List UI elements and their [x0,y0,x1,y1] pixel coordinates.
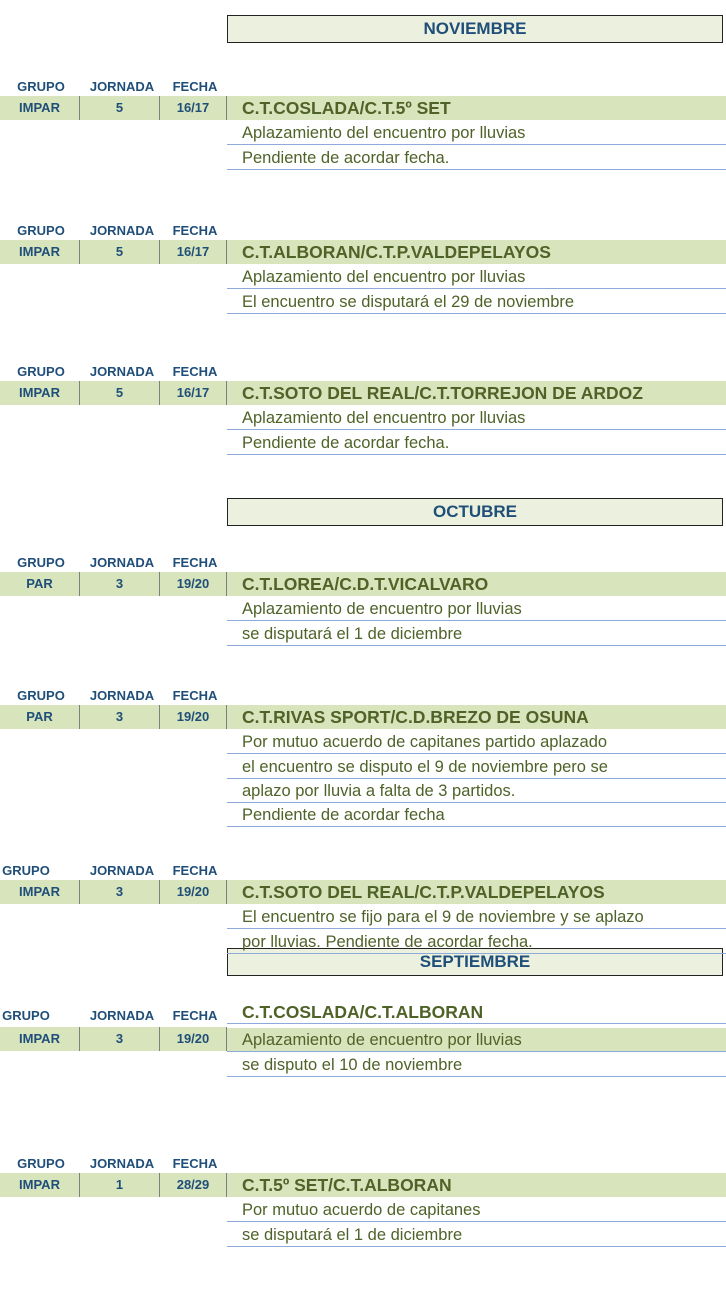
fecha-cell: 28/29 [160,1173,227,1197]
jornada-cell: 3 [80,705,160,729]
fecha-cell: 19/20 [160,880,227,904]
month-header: OCTUBRE [227,498,723,526]
note-line: se disputará el 1 de diciembre [227,1223,726,1247]
col-header-jornada: JORNADA [89,79,155,94]
col-header-grupo: GRUPO [17,79,65,94]
match-title: C.T.ALBORAN/C.T.P.VALDEPELAYOS [227,240,726,264]
jornada-cell: 3 [80,572,160,596]
note-line: Pendiente de acordar fecha. [227,146,726,170]
grupo-cell: PAR [0,705,80,729]
grupo-cell: IMPAR [0,96,80,120]
grupo-cell: IMPAR [0,1173,80,1197]
match-title: C.T.COSLADA/C.T.ALBORAN [227,1000,726,1024]
note-line: el encuentro se disputo el 9 de noviembre pero se [227,755,726,779]
col-header-jornada: JORNADA [89,1008,155,1023]
grupo-cell: PAR [0,572,80,596]
col-header-jornada: JORNADA [89,364,155,379]
note-line: Aplazamiento del encuentro por lluvias [227,265,726,289]
note-line: Pendiente de acordar fecha [227,803,726,827]
fecha-cell: 19/20 [160,705,227,729]
match-title: C.T.LOREA/C.D.T.VICALVARO [227,572,726,596]
col-header-fecha: FECHA [172,555,218,570]
col-header-grupo: GRUPO [17,223,65,238]
col-header-jornada: JORNADA [89,555,155,570]
note-line: Pendiente de acordar fecha. [227,431,726,455]
col-header-grupo: GRUPO [17,688,65,703]
jornada-cell: 5 [80,381,160,405]
col-header-fecha: FECHA [172,1156,218,1171]
fecha-cell: 16/17 [160,96,227,120]
note-line: Aplazamiento de encuentro por lluvias [227,597,726,621]
col-header-grupo: GRUPO [2,863,50,878]
col-header-grupo: GRUPO [2,1008,50,1023]
fecha-cell: 16/17 [160,240,227,264]
fecha-cell: 19/20 [160,572,227,596]
col-header-grupo: GRUPO [17,364,65,379]
month-header: SEPTIEMBRE [227,948,723,976]
jornada-cell: 3 [80,1027,160,1051]
col-header-jornada: JORNADA [89,223,155,238]
col-header-fecha: FECHA [172,79,218,94]
col-header-fecha: FECHA [172,223,218,238]
grupo-cell: IMPAR [0,1027,80,1051]
note-line: Por mutuo acuerdo de capitanes [227,1198,726,1222]
month-header: NOVIEMBRE [227,15,723,43]
grupo-cell: IMPAR [0,240,80,264]
note-line: por lluvias. Pendiente de acordar fecha. [227,930,726,954]
col-header-jornada: JORNADA [89,1156,155,1171]
col-header-grupo: GRUPO [17,555,65,570]
jornada-cell: 3 [80,880,160,904]
grupo-cell: IMPAR [0,381,80,405]
col-header-fecha: FECHA [172,863,218,878]
col-header-fecha: FECHA [172,364,218,379]
col-header-jornada: JORNADA [89,863,155,878]
match-title: C.T.SOTO DEL REAL/C.T.TORREJON DE ARDOZ [227,381,726,405]
col-header-jornada: JORNADA [89,688,155,703]
note-line: Aplazamiento del encuentro por lluvias [227,406,726,430]
match-title: C.T.RIVAS SPORT/C.D.BREZO DE OSUNA [227,705,726,729]
note-line: El encuentro se fijo para el 9 de noviembre y se aplazo [227,905,726,929]
col-header-grupo: GRUPO [17,1156,65,1171]
match-title: C.T.SOTO DEL REAL/C.T.P.VALDEPELAYOS [227,880,726,904]
fecha-cell: 19/20 [160,1027,227,1051]
note-line: aplazo por lluvia a falta de 3 partidos. [227,779,726,803]
match-title: C.T.5º SET/C.T.ALBORAN [227,1173,726,1197]
jornada-cell: 5 [80,240,160,264]
match-title: C.T.COSLADA/C.T.5º SET [227,96,726,120]
note-line: Aplazamiento de encuentro por lluvias [227,1028,726,1052]
note-line: Por mutuo acuerdo de capitanes partido aplazado [227,730,726,754]
note-line: Aplazamiento del encuentro por lluvias [227,121,726,145]
col-header-fecha: FECHA [172,1008,218,1023]
note-line: El encuentro se disputará el 29 de noviembre [227,290,726,314]
note-line: se disputo el 10 de noviembre [227,1053,726,1077]
note-line: se disputará el 1 de diciembre [227,622,726,646]
jornada-cell: 5 [80,96,160,120]
fecha-cell: 16/17 [160,381,227,405]
jornada-cell: 1 [80,1173,160,1197]
grupo-cell: IMPAR [0,880,80,904]
col-header-fecha: FECHA [172,688,218,703]
